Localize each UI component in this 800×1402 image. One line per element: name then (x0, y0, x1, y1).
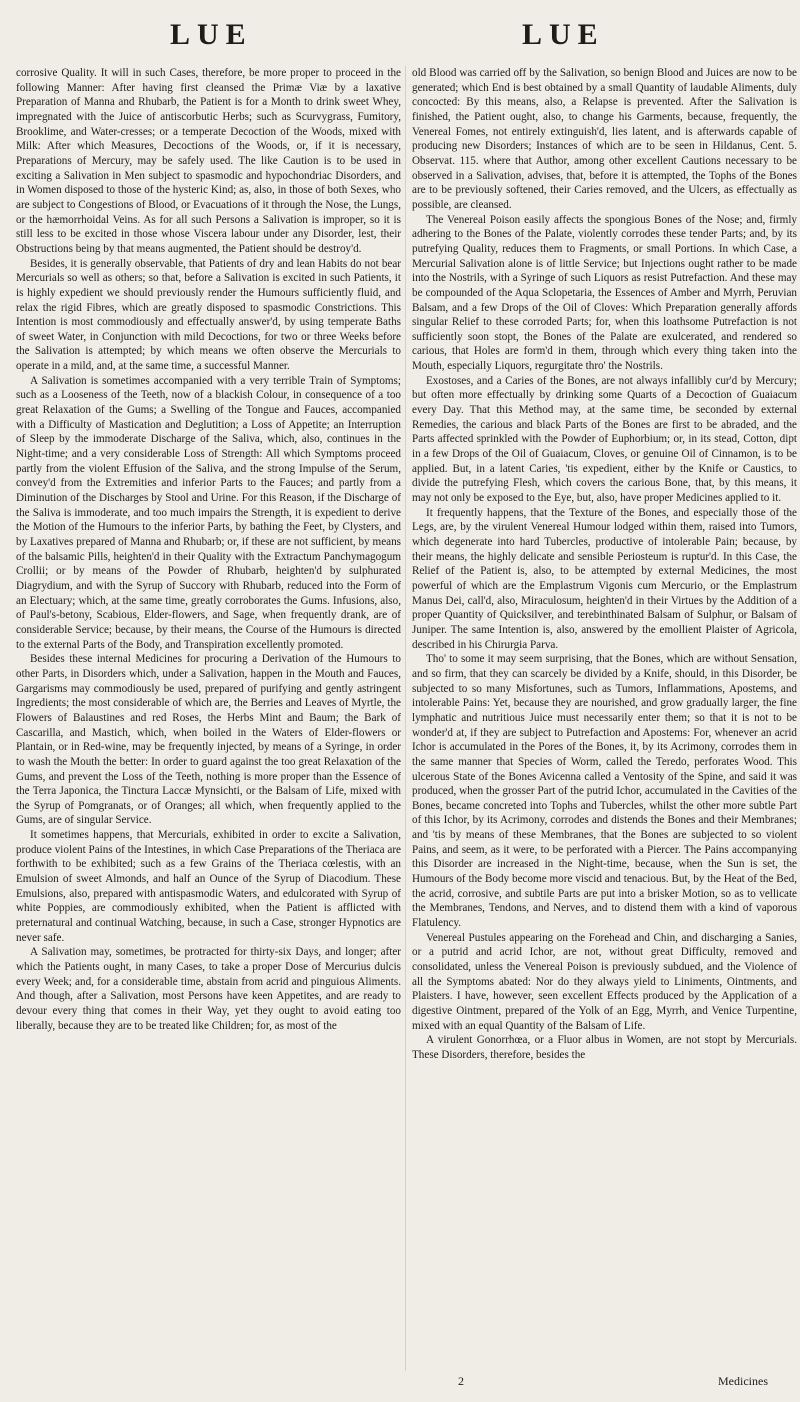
paragraph: A Salivation is sometimes accompanied with a very terrible Train of Symptoms; such as a Looseness of the Teeth, now of a blackish Colour, in consequence of a too great Relaxation of the Gums; a Swelling of the Tongue and Fauces, accompanied with a Difficulty of Mastication and Deglutition; a Loss of Appetite; an Interruption of Sleep by the immoderate Discharge of the Saliva, which, also, continues in the Night-time; and a very considerable Loss of Strength: All which Symptoms proceed partly from the violent Effusion of the Saliva, and the strong Impulse of the Serum, convey'd from the Extremities and inferior Parts to the Fauces; and partly from a Diminution of the Discharges by Stool and Urine. For this Reason, if the Discharge of the Saliva is immoderate, and too much impairs the Strength, it is expedient to derive the Motion of the Humours to the inferior Parts, by bathing the Feet, by Clysters, and by Laxatives prepared of Manna and Rhubarb; or, if these are not sufficient, by means of the balsamic Pills, heighten'd in their Quality with the Extractum Panchymagogum Crollii; or by means of the Powder of Rhubarb, heighten'd by sulphurated Diagrydium, and with the Syrup of Succory with Rhubarb, reduced into the Form of an Electuary; which, at the same time, greatly corroborates the Gums. Infusions, also, of Paul's-betony, Scabious, Elder-flowers, and Sage, when frequently drank, are of considerable Service; because, by their means, the Course of the Humours is directed to the external Parts of the Body, and Transpiration excellently promoted. (16, 374, 401, 651)
right-column (412, 66, 797, 1371)
paragraph: A Salivation may, sometimes, be protracted for thirty-six Days, and longer; after which the Patients ought, in many Cases, to take a proper Dose of Mercurius dulcis every Week; and, for a considerable time, abstain from acrid and pinguious Aliments. And though, after a Salivation, most Persons have keen Appetites, and are ready to devour every thing that comes in their Way, yet they ought to avoid eating too liberally, because they are to be treated like Children; for, as most of the (16, 946, 401, 1032)
paragraph: old Blood was carried off by the Salivation, so benign Blood and Juices are now to be generated; which End is best obtained by a small Quantity of laudable Aliments, duly concocted: By this means, also, a Relapse is prevented. After the Salivation is finished, the Patient ought, also, to change his Garments, because, frequently, the Venereal Fomes, not entirely extinguish'd, lies latent, and is afterwards capable of producing new Disorders; Instances of which are to be seen in Hildanus, Cent. 5. Observat. 115. where that Author, among other excellent Cautions necessary to be observed in a Salivation, advises, that, before it is attempted, the Tophs of the Bones are to be previously softened, their Caries removed, and the Ulcers, as effectually as possible, are cleansed. (412, 67, 797, 211)
paragraph: It sometimes happens, that Mercurials, exhibited in order to excite a Salivation, produce violent Pains of the Intestines, in which Case Preparations of the Theriaca are forthwith to be exhibited; such as a few Grains of the Theriaca cœlestis, with an Emulsion of sweet Almonds, and half an Ounce of the Syrup of Diacodium. These Emulsions, also, prepared with antispasmodic Waters, and edulcorated with Syrup of white Poppies, are commodiously exhibited, when the Patient is afflicted with preternatural and continual Watching, because, in such a Case, stronger Hypnotics are never safe. (16, 829, 401, 944)
column-divider (405, 66, 406, 1371)
paragraph: Venereal Pustules appearing on the Forehead and Chin, and discharging a Sanies, or a putrid and acrid Ichor, are not, without great Difficulty, removed and consolidated, unless the Venereal Poison is previously subdued, and the Violence of all the Symptoms abated: Nor do they always yield to Liniments, Ointments, and Plaisters. I have, however, seen excellent Effects produced by the Application of a digestive Ointment, prepared of the Yolk of an Egg, Myrrh, and Venice Turpentine, mixed with an equal Quantity of the Balsam of Life. (412, 931, 797, 1032)
paragraph: A virulent Gonorrhœa, or a Fluor albus in Women, are not stopt by Mercurials. These Disorders, therefore, besides the (412, 1034, 797, 1061)
running-head-left: LUE (170, 18, 253, 51)
paragraph: Besides these internal Medicines for procuring a Derivation of the Humours to other Parts, in Disorders which, under a Salivation, happen in the Mouth and Fauces, Gargarisms may commodiously be used, prepared of purifying and gently astringent Ingredients; the most considerable of which are, the Berries and Leaves of Myrtle, the Flowers of Balaustines and red Roses, the Herbs Mint and Baum; the Bark of Cascarilla, and Mastich, which, when boiled in the Waters of Elder-flowers or Plantain, or in Red-wine, may be frequently injected, by means of a Syringe, in order to wash the Mouth the better: In order to guard against the too great Relaxation of the Gums, and prevent the Loss of the Teeth, nothing is more proper than the Essence of the Terra Japonica, the Tinctura Laccæ Mynsichti, or the Balsam of Life, mixed with the Syrup of Pomgranats, or of Oranges; all which, when frequently applied to the Gums, are of singular Service. (16, 653, 401, 827)
paragraph: corrosive Quality. It will in such Cases, therefore, be more proper to proceed in the following Manner: After having first cleansed the Primæ Viæ by a laxative Preparation of Manna and Rhubarb, the Patient is for a Month to drink sweet Whey, impregnated with the Juice of antiscorbutic Herbs; such as Scurvygrass, Fumitory, Brooklime, and Water-cresses; or a temperate Decoction of the Woods, mixed with Milk: After which Measures, Decoctions of the Woods, or, if it is necessary, Preparations of Mercury, may be safely used. The like Caution is to be used in exciting a Salivation in Men subject to spasmodic and hypochondriac Disorders, and in Women disposed to those of the hysteric Kind; as, also, in those of both Sexes, who are subject to Congestions of Blood, or Evacuations of it through the Nose, the Lungs, or the hæmorrhoidal Veins. As for all such Persons a Salivation is improper, so it is still less to be excited in those whose Viscera labour under any Disorder, lest, their Obstructions being by that means augmented, the Patient should be destroy'd. (16, 67, 401, 255)
running-head-right: LUE (522, 18, 605, 51)
signature-mark: 2 (458, 1374, 464, 1388)
catchword: Medicines (718, 1374, 768, 1388)
paragraph: Besides, it is generally observable, that Patients of dry and lean Habits do not bear Mercurials so well as others; so that, before a Salivation is excited in such Patients, it is highly expedient we should previously render the Humours sufficiently fluid, and relax the rigid Fibres, which are greatly disposed to spasmodic Constrictions. This Intention is most commodiously and effectually answer'd, by using temperate Baths of sweet Water, in Conjunction with mild Decoctions, for two or three Weeks before the Salivation is attempted; by which means we often observe the Mercurials to operate in a mild, and, at the same time, a successful Manner. (16, 257, 401, 373)
paragraph: Tho' to some it may seem surprising, that the Bones, which are without Sensation, and so firm, that they can scarcely be divided by a Knife, should, in this Disorder, be subjected to so many Misfortunes, such as Tumors, Inflammations, Apostems, and intolerable Pains: Yet, because they are nourished, and grow gradually larger, the fine lymphatic and nutritious Juice must necessarily enter them; so that it is not to be wonder'd at, if they are subject to Putrefaction and Apostems: For, whenever an acrid Ichor is accumulated in the Pores of the Bones, it, by its Acrimony, corrodes them in the same manner that Species of Worm, called the Teredo, perforates Wood. This ulcerous State of the Bones Avicenna called a Ventosity of the Spine, and said it was produced, when the grosser Part of the putrid Ichor, accumulated in the Cavities of the Bones, became concreted into Tophs and Tubercles, whilst the other more subtle Part of this Ichor, by its Acrimony, corrodes and distends the Bones and their Membranes; and 'tis by means of these Membranes, that the Bones are subjected to so violent Pains, and seem, as it were, to be perforated with a Piercer. The Pains accompanying this Disorder are increased in the Night-time, because, when the Sun is set, the Humours of the Body become more viscid and tenacious. But, by the Heat of the Bed, the acrid, corrosive, and subtile Parts are put into a brisker Motion, so as to vellicate the Membranes, Tendons, and Nerves, and to distend them with a kind of vaporous Flatulency. (412, 653, 797, 930)
paragraph: The Venereal Poison easily affects the spongious Bones of the Nose; and, firmly adhering to the Bones of the Palate, violently corrodes these tender Parts; and, by its putrefying Quality, reduces them to Fragments, or small Portions. In which Case, a Mercurial Salivation alone is of little Service; but Injections ought rather to be made into the Nostrils, with a Syringe of such Liquors as resist Putrefaction. And these may be compounded of the Aqua Sclopetaria, the Essences of Amber and Myrrh, Peruvian Balsam, and a few Drops of the Oil of Cloves: Which Preparation generally affords singular Relief to these corroded Parts; for, when this loathsome Putrefaction is not sufficiently soon stopt, the Bones of the Palate are exulcerated, and rendered so carious, that Holes are form'd in them, through which every thing taken into the Mouth, especially Liquors, regurgitate thro' the Nostrils. (412, 213, 797, 373)
left-column (16, 66, 401, 1371)
paragraph: Exostoses, and a Caries of the Bones, are not always infallibly cur'd by Mercury; but often more effectually by drinking some Quarts of a Decoction of Guaiacum every Day. That this Method may, at the same time, be seconded by external Remedies, the carious and black Parts of the Bones are first to be abraded, and the Parts affected sprinkled with the Powder of Euphorbium; or, in its stead, Cotton, dipt in a few Drops of the Oil of Guaiacum, Cloves, or genuine Oil of Cinnamon, is to be applied. But, in a latent Caries, 'tis expedient, either by the Knife or Caustics, to divide the putrefying Flesh, which covers the carious Bone, that, by this means, it may not only be exposed to the Eye, but, also, have proper Medicines applied to it. (412, 374, 797, 505)
paragraph: It frequently happens, that the Texture of the Bones, and especially those of the Legs, are, by the virulent Venereal Humour lodged within them, raised into Tumors, which degenerate into hard Tubercles, productive of intolerable Pain; because, by their means, the highly delicate and sensible Periosteum is ruptur'd. In this Case, the Relief of the Patient is, also, to be attempted by external Medicines, the most powerful of which are the Emplastrum Vigonis cum Mercurio, or the Emplastrum Manus Dei, call'd, also, Miraculosum, heighten'd in their Virtues by the Addition of a proper Quantity of Quicksilver, and terebinthinated Balsam of Sulphur, or Balsam of Juniper. The same Intention is, also, answered by the emollient Plaister of Agricola, described in his Chirurgia Parva. (412, 506, 797, 651)
